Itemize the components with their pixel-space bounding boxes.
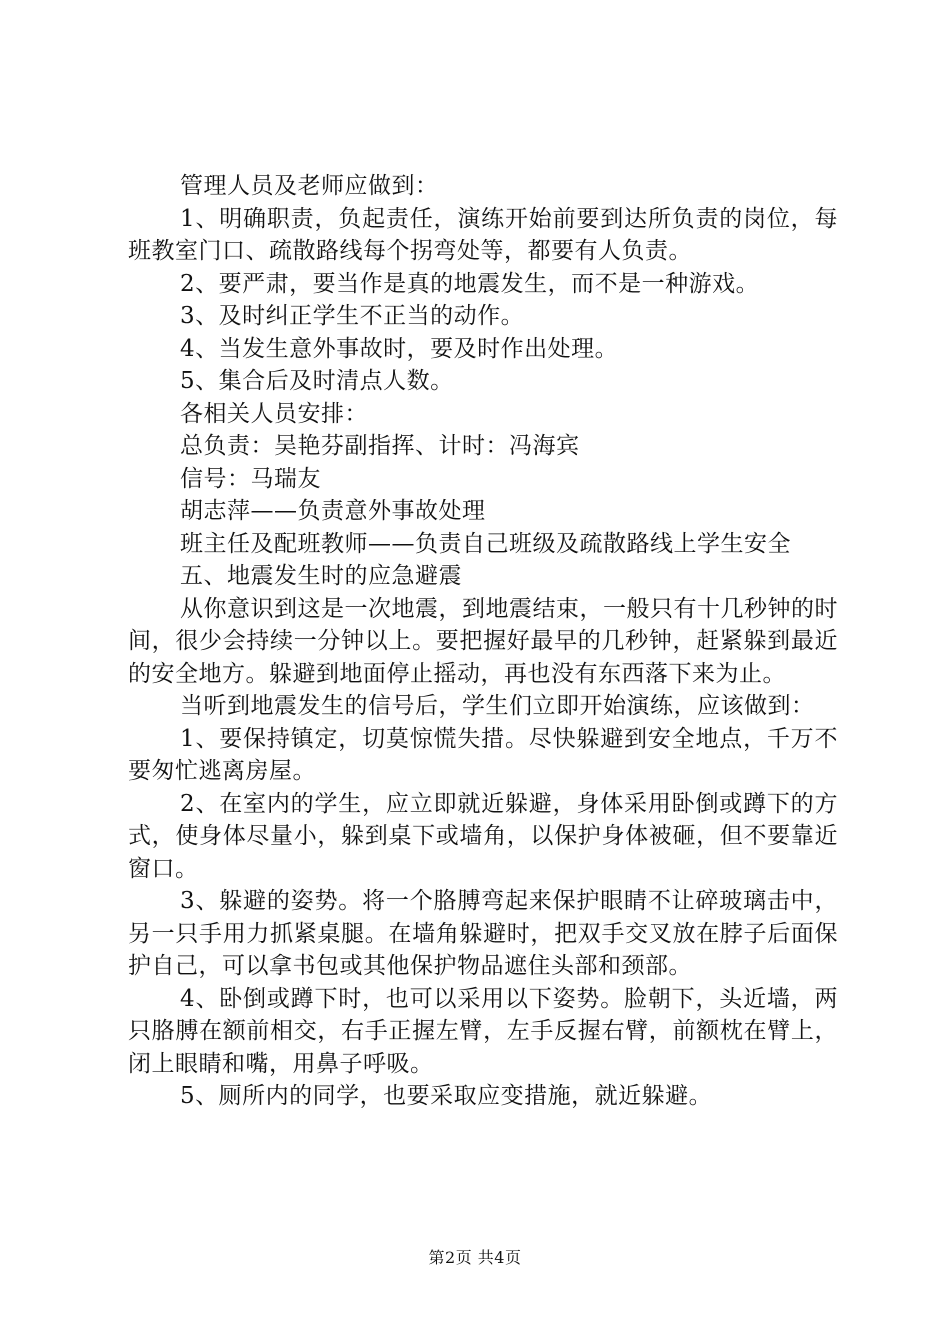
paragraph-step-3: 3、躲避的姿势。将一个胳膊弯起来保护眼睛不让碎玻璃击中，另一只手用力抓紧桌腿。在墙角躲避时，把双手交叉放在脖子后面保护自己，可以拿书包或其他保护物品遮住头部和颈部。 <box>128 888 838 979</box>
section-heading-emergency: 五、地震发生时的应急避震 <box>180 563 462 589</box>
paragraph-step-4: 4、卧倒或蹲下时，也可以采用以下姿势。脸朝下，头近墙，两只胳膊在额前相交，右手正握左臂，左手反握右臂，前额枕在臂上，闭上眼睛和嘴，用鼻子呼吸。 <box>128 985 838 1077</box>
paragraph-duty-1: 1、明确职责，负起责任，演练开始前要到达所负责的岗位，每班教室门口、疏散路线每个拐弯处等，都要有人负责。 <box>128 205 838 264</box>
page-number-footer: 第2页 共4页 <box>428 1248 522 1267</box>
paragraph-assignment-lead: 总负责：吴艳芬副指挥、计时：冯海宾 <box>180 433 580 459</box>
paragraph-assignment-accident: 胡志萍——负责意外事故处理 <box>180 498 486 524</box>
paragraph-heading-staff-duties: 管理人员及老师应做到： <box>180 173 439 199</box>
paragraph-signal-instructions: 当听到地震发生的信号后，学生们立即开始演练，应该做到： <box>180 693 815 719</box>
paragraph-intro: 从你意识到这是一次地震，到地震结束，一般只有十几秒钟的时间，很少会持续一分钟以上。要把握好最早的几秒钟，赶紧躲到最近的安全地方。躲避到地面停止摇动，再也没有东西落下来为止。 <box>128 595 838 687</box>
paragraph-duty-4: 4、当发生意外事故时，要及时作出处理。 <box>180 335 619 362</box>
paragraph-step-5: 5、厕所内的同学，也要采取应变措施，就近躲避。 <box>180 1083 713 1109</box>
paragraph-step-2: 2、在室内的学生，应立即就近躲避，身体采用卧倒或蹲下的方式，使身体尽量小，躲到桌下或墙角，以保护身体被砸，但不要靠近窗口。 <box>128 790 838 882</box>
paragraph-heading-staff-assignments: 各相关人员安排： <box>180 400 368 427</box>
paragraph-assignment-signal: 信号：马瑞友 <box>180 465 321 492</box>
paragraph-duty-3: 3、及时纠正学生不正当的动作。 <box>180 303 525 329</box>
document-body <box>128 170 838 1113</box>
paragraph-duty-2: 2、要严肃，要当作是真的地震发生，而不是一种游戏。 <box>180 270 760 297</box>
paragraph-step-1: 1、要保持镇定，切莫惊慌失措。尽快躲避到安全地点，千万不要匆忙逃离房屋。 <box>128 725 838 784</box>
paragraph-assignment-teachers: 班主任及配班教师——负责自己班级及疏散路线上学生安全 <box>180 530 791 557</box>
paragraph-duty-5: 5、集合后及时清点人数。 <box>180 368 454 394</box>
